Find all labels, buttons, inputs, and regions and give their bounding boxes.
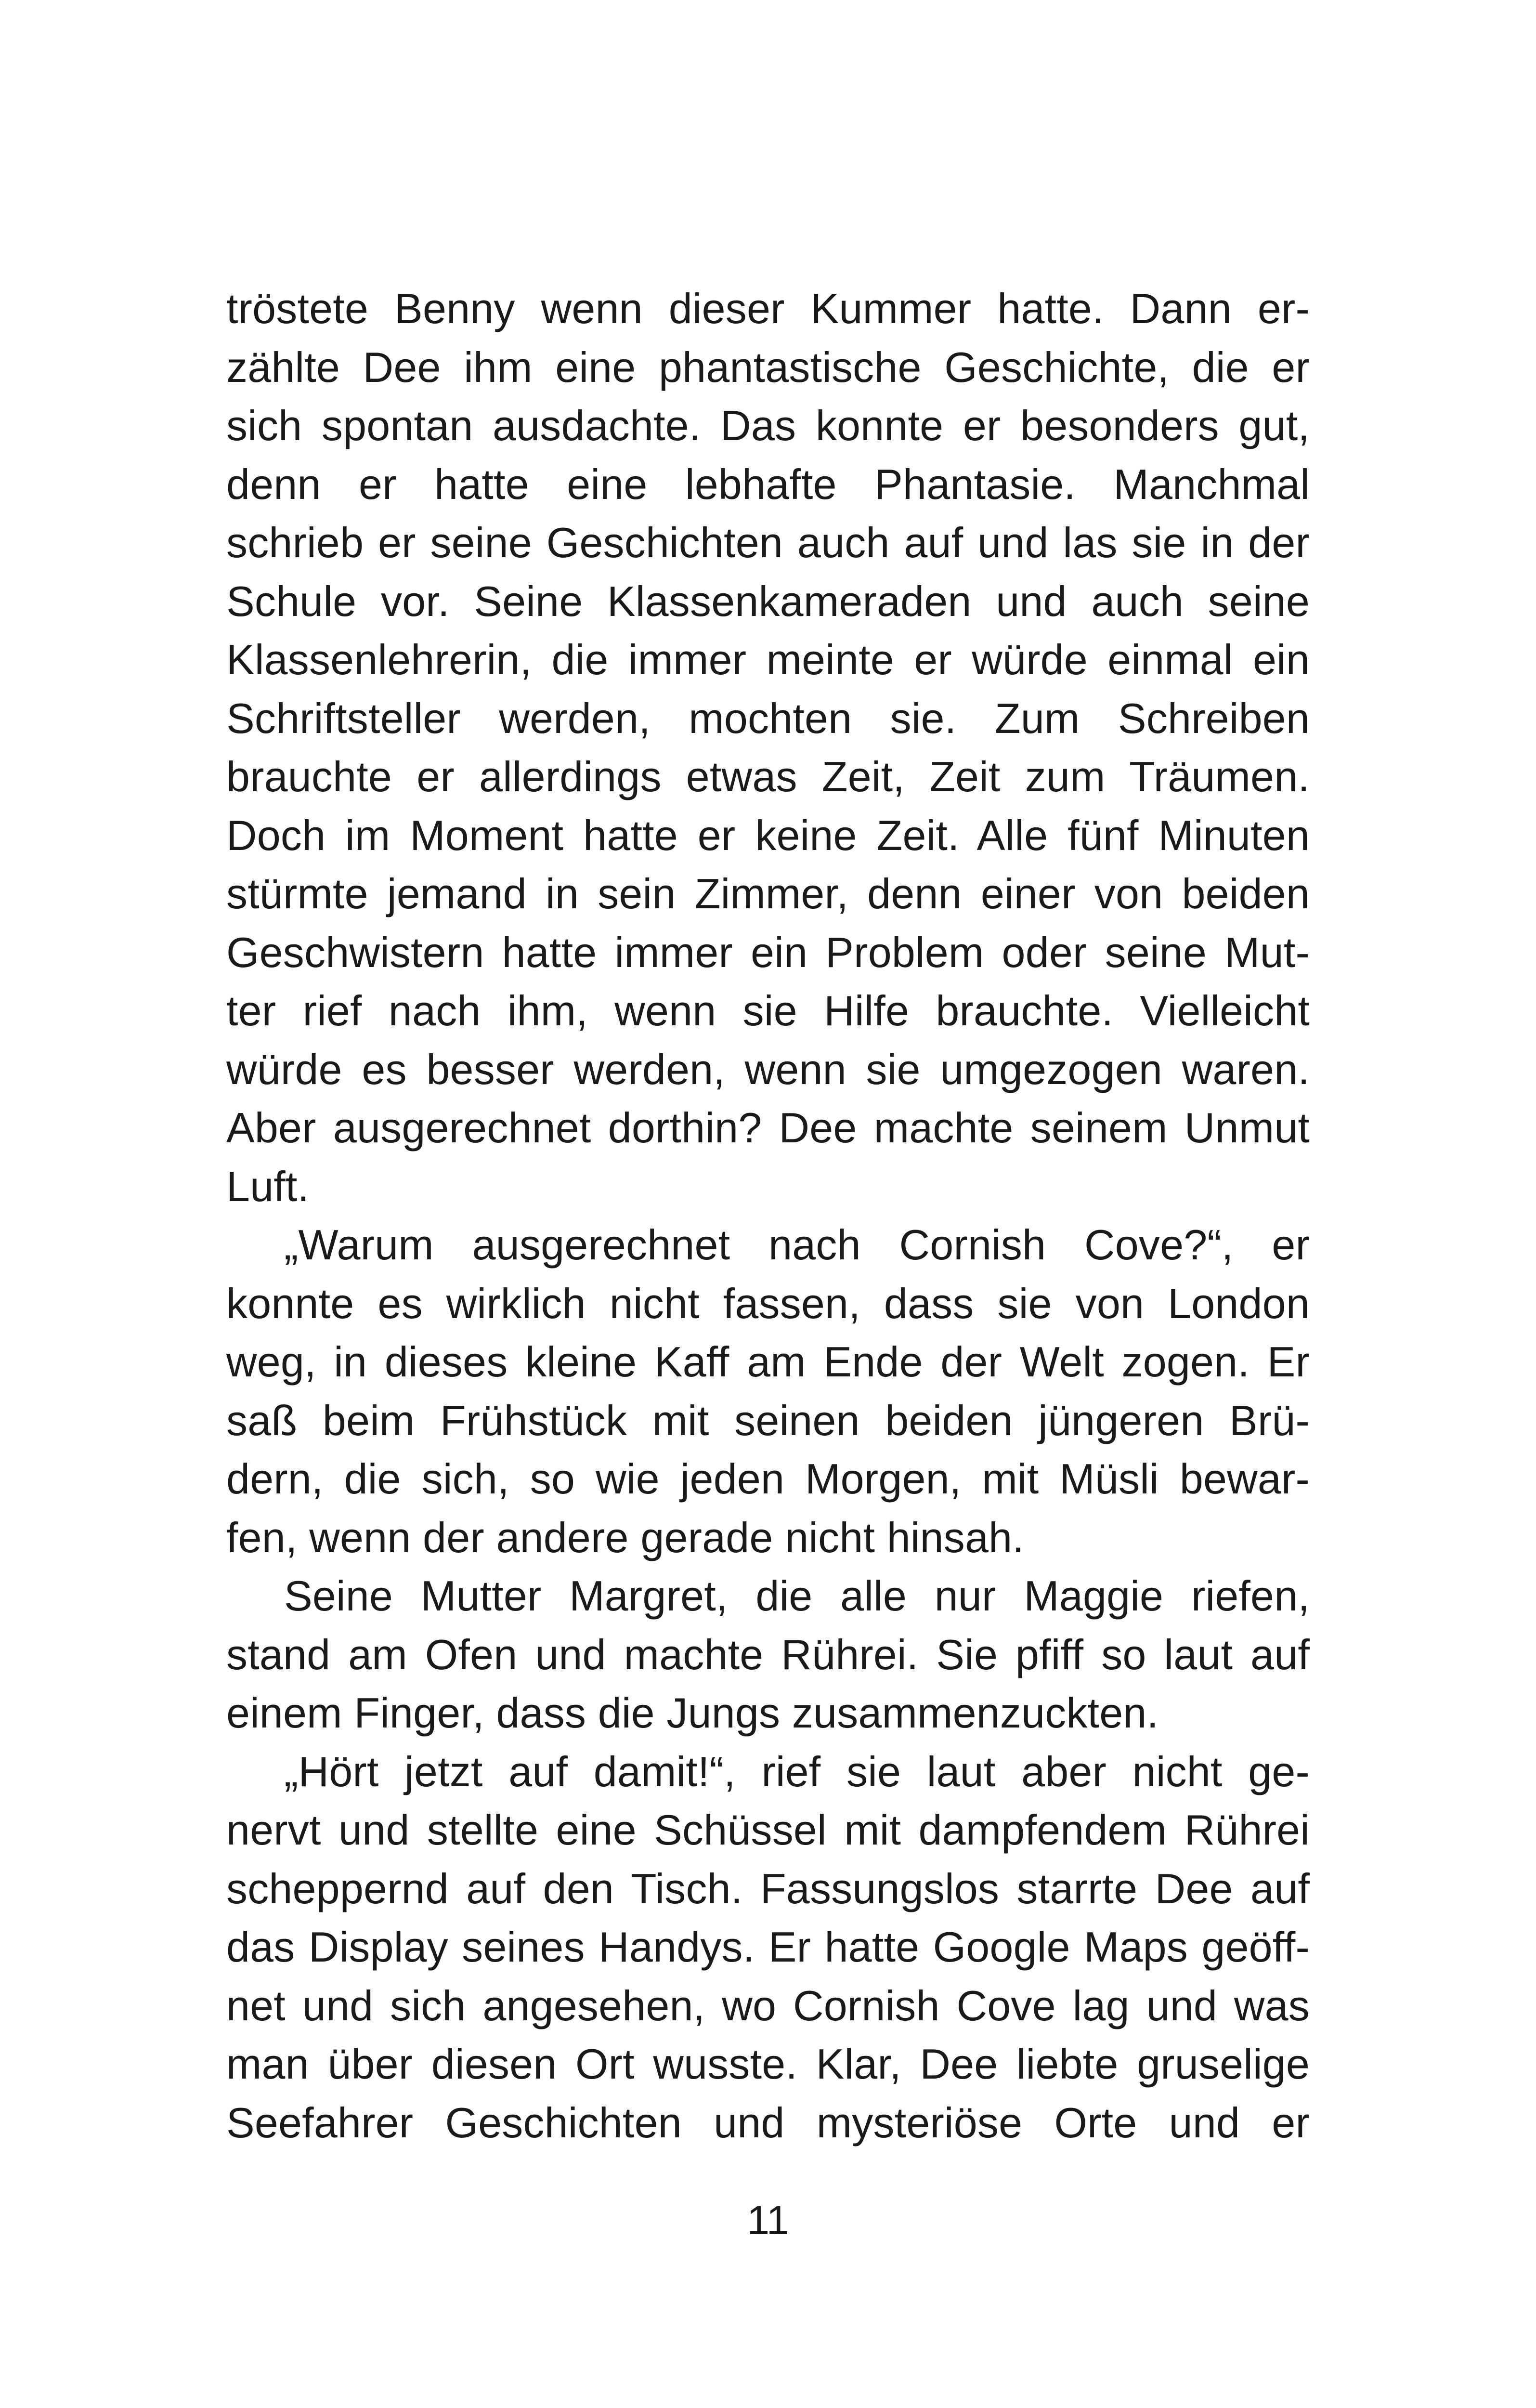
text-line: ter rief nach ihm, wenn sie Hilfe brauchte. Vielleicht [226, 987, 1310, 1034]
text-line: schrieb er seine Geschichten auch auf und las sie in der [226, 519, 1310, 566]
text-line: Schriftsteller werden, mochten sie. Zum Schreiben [226, 694, 1310, 742]
text-line: Schule vor. Seine Klassenkameraden und auch seine [226, 577, 1310, 625]
text-line: das Display seines Handys. Er hatte Google Maps geöff- [226, 1923, 1310, 1971]
text-line: brauchte er allerdings etwas Zeit, Zeit zum Träumen. [226, 753, 1310, 800]
paragraph-first-line: Seine Mutter Margret, die alle nur Maggie riefen, [284, 1572, 1310, 1620]
text-line: Geschwistern hatte immer ein Problem oder seine Mut- [226, 928, 1310, 976]
text-line: stand am Ofen und machte Rührei. Sie pfiff so laut auf [226, 1630, 1310, 1678]
text-line: weg, in dieses kleine Kaff am Ende der Welt zogen. Er [226, 1338, 1310, 1386]
text-line: nervt und stellte eine Schüssel mit dampfendem Rührei [226, 1806, 1310, 1854]
paragraph-first-line: „Hört jetzt auf damit!“, rief sie laut aber nicht ge- [284, 1747, 1310, 1795]
text-line: einem Finger, dass die Jungs zusammenzuckten. [226, 1689, 1159, 1737]
text-line: net und sich angesehen, wo Cornish Cove lag und was [226, 1981, 1310, 2029]
page-number: 11 [747, 2198, 789, 2243]
text-line: tröstete Benny wenn dieser Kummer hatte. Dann er- [226, 285, 1310, 332]
text-line: man über diesen Ort wusste. Klar, Dee liebte gruselige [226, 2040, 1310, 2088]
text-line: konnte es wirklich nicht fassen, dass sie von London [226, 1279, 1310, 1327]
text-line: Klassenlehrerin, die immer meinte er würde einmal ein [226, 636, 1310, 683]
text-line: saß beim Frühstück mit seinen beiden jüngeren Brü- [226, 1396, 1310, 1444]
paragraph-first-line: „Warum ausgerechnet nach Cornish Cove?“, er [284, 1221, 1310, 1269]
text-line: zählte Dee ihm eine phantastische Geschichte, die er [226, 343, 1310, 391]
text-line: Seefahrer Geschichten und mysteriöse Orte und er [226, 2098, 1310, 2146]
text-line: dern, die sich, so wie jeden Morgen, mit Müsli bewar- [226, 1455, 1310, 1503]
body-text [226, 279, 1310, 2152]
text-line: fen, wenn der andere gerade nicht hinsah. [226, 1513, 1024, 1561]
text-line: Luft. [226, 1162, 310, 1210]
text-line: stürmte jemand in sein Zimmer, denn einer von beiden [226, 870, 1310, 917]
text-line: Doch im Moment hatte er keine Zeit. Alle fünf Minuten [226, 811, 1310, 859]
text-line: sich spontan ausdachte. Das konnte er besonders gut, [226, 402, 1310, 449]
text-line: scheppernd auf den Tisch. Fassungslos starrte Dee auf [226, 1864, 1310, 1912]
text-line: denn er hatte eine lebhafte Phantasie. Manchmal [226, 460, 1310, 508]
text-line: Aber ausgerechnet dorthin? Dee machte seinem Unmut [226, 1104, 1310, 1152]
text-line: würde es besser werden, wenn sie umgezogen waren. [226, 1045, 1310, 1093]
